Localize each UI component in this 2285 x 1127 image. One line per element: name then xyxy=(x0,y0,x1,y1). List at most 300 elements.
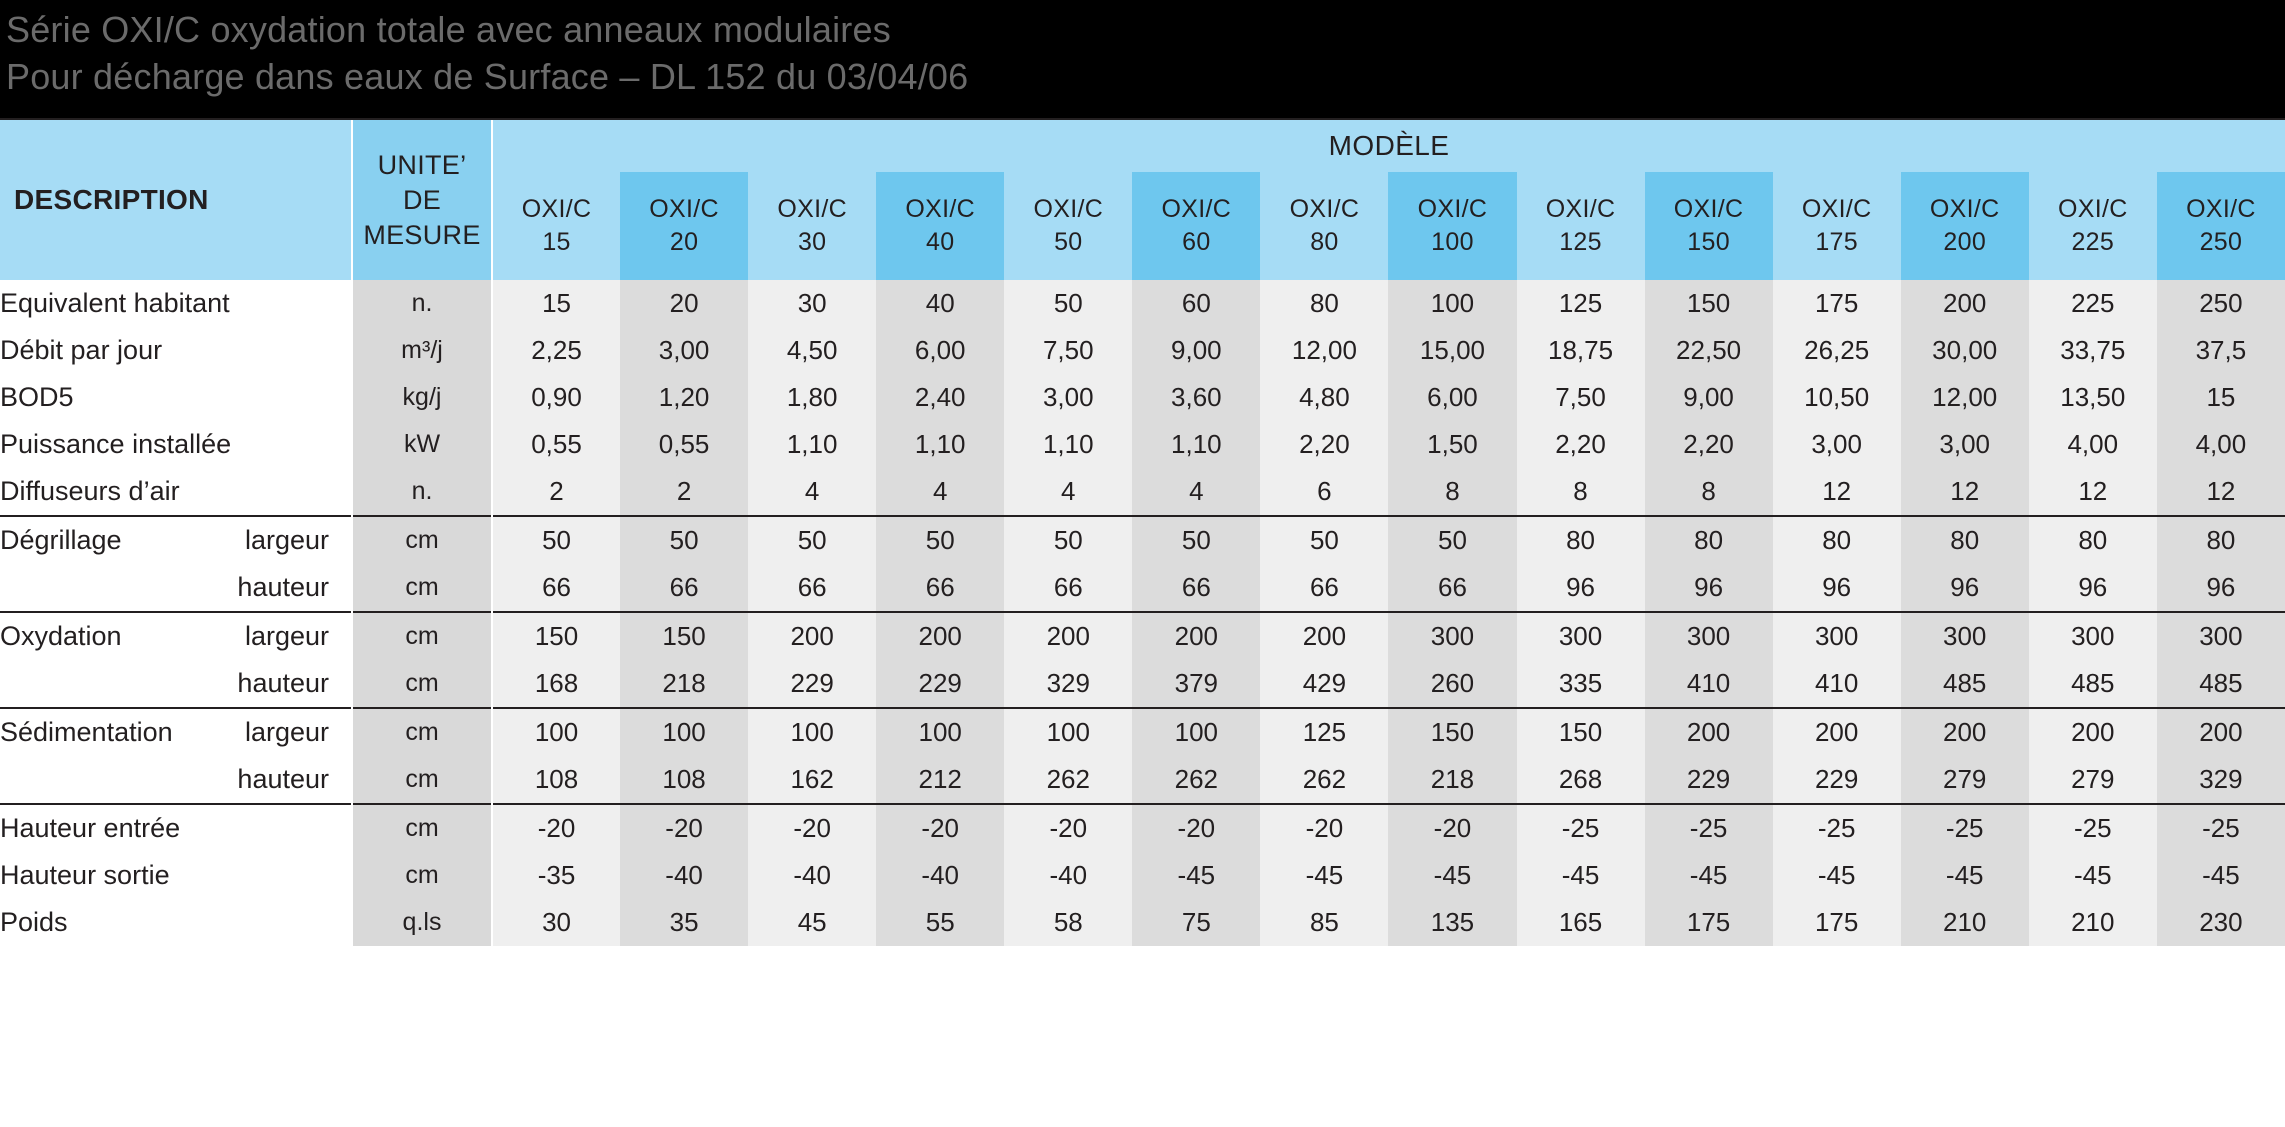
row-unit: cm xyxy=(352,852,492,899)
header-model-prefix: OXI/C xyxy=(1289,195,1360,223)
header-model-prefix: OXI/C xyxy=(1545,195,1616,223)
row-sublabel: hauteur xyxy=(237,764,329,794)
table-row xyxy=(0,421,2285,468)
row-unit: cm xyxy=(352,564,492,612)
header-model-number: 200 xyxy=(1943,228,1987,256)
row-label-cell xyxy=(0,516,352,564)
cell-250: 200 xyxy=(2157,708,2285,756)
row-unit: n. xyxy=(352,468,492,516)
header-unit-line3: MESURE xyxy=(363,219,481,250)
header-model-prefix: OXI/C xyxy=(2057,195,2128,223)
table-row xyxy=(0,468,2285,516)
cell-60: 100 xyxy=(1132,708,1260,756)
cell-150: 229 xyxy=(1645,756,1773,804)
cell-80: 85 xyxy=(1260,899,1388,946)
cell-15: 108 xyxy=(492,756,620,804)
table-row xyxy=(0,564,2285,612)
cell-125: -45 xyxy=(1517,852,1645,899)
header-model-30 xyxy=(748,172,876,280)
cell-30: 1,80 xyxy=(748,374,876,421)
header-model-prefix: OXI/C xyxy=(649,195,719,223)
cell-60: 200 xyxy=(1132,612,1260,660)
cell-20: 2 xyxy=(620,468,748,516)
cell-225: 96 xyxy=(2029,564,2157,612)
cell-100: 135 xyxy=(1388,899,1516,946)
cell-125: 150 xyxy=(1517,708,1645,756)
cell-15: 0,55 xyxy=(492,421,620,468)
row-label: Hauteur sortie xyxy=(0,860,170,890)
cell-150: -25 xyxy=(1645,804,1773,852)
cell-30: 4,50 xyxy=(748,327,876,374)
title-band xyxy=(0,0,2285,118)
cell-175: 12 xyxy=(1773,468,1901,516)
row-label-cell xyxy=(0,421,352,468)
row-unit: kg/j xyxy=(352,374,492,421)
header-description-label: DESCRIPTION xyxy=(0,184,351,216)
header-model-number: 175 xyxy=(1815,228,1858,256)
cell-175: 80 xyxy=(1773,516,1901,564)
spec-table xyxy=(0,120,2285,946)
header-model-number: 50 xyxy=(1054,228,1083,256)
row-sublabel: largeur xyxy=(244,621,329,651)
header-model-number: 30 xyxy=(797,228,827,256)
header-model-200 xyxy=(1901,172,2029,280)
cell-150: 2,20 xyxy=(1645,421,1773,468)
cell-40: 100 xyxy=(876,708,1004,756)
cell-125: 268 xyxy=(1517,756,1645,804)
table-row xyxy=(0,327,2285,374)
cell-30: 45 xyxy=(748,899,876,946)
cell-250: -25 xyxy=(2157,804,2285,852)
cell-40: 66 xyxy=(876,564,1004,612)
cell-150: 300 xyxy=(1645,612,1773,660)
cell-125: 165 xyxy=(1517,899,1645,946)
cell-100: 150 xyxy=(1388,708,1516,756)
cell-175: 3,00 xyxy=(1773,421,1901,468)
table-row xyxy=(0,708,2285,756)
cell-15: -35 xyxy=(492,852,620,899)
cell-150: 9,00 xyxy=(1645,374,1773,421)
cell-15: 0,90 xyxy=(492,374,620,421)
cell-150: 8 xyxy=(1645,468,1773,516)
title-line-2: Pour décharge dans eaux de Surface – DL 152 du 03/04/06 xyxy=(6,56,969,97)
cell-20: 0,55 xyxy=(620,421,748,468)
cell-15: -20 xyxy=(492,804,620,852)
cell-175: -45 xyxy=(1773,852,1901,899)
row-label-cell xyxy=(0,852,352,899)
row-unit: cm xyxy=(352,708,492,756)
cell-60: 4 xyxy=(1132,468,1260,516)
header-model-number: 150 xyxy=(1687,228,1730,256)
cell-200: 12 xyxy=(1901,468,2029,516)
cell-225: 13,50 xyxy=(2029,374,2157,421)
header-unit-line1: UNITE’ xyxy=(377,149,467,180)
table-row xyxy=(0,660,2285,708)
header-model-250 xyxy=(2157,172,2285,280)
cell-225: 485 xyxy=(2029,660,2157,708)
cell-125: 96 xyxy=(1517,564,1645,612)
cell-150: 410 xyxy=(1645,660,1773,708)
row-unit: kW xyxy=(352,421,492,468)
row-label-cell xyxy=(0,374,352,421)
cell-175: 10,50 xyxy=(1773,374,1901,421)
cell-250: 485 xyxy=(2157,660,2285,708)
cell-250: 96 xyxy=(2157,564,2285,612)
cell-50: 58 xyxy=(1004,899,1132,946)
cell-225: 4,00 xyxy=(2029,421,2157,468)
cell-60: 50 xyxy=(1132,516,1260,564)
cell-20: 150 xyxy=(620,612,748,660)
cell-175: 200 xyxy=(1773,708,1901,756)
row-label: Equivalent habitant xyxy=(0,288,230,318)
table-row xyxy=(0,804,2285,852)
cell-60: -20 xyxy=(1132,804,1260,852)
cell-150: 22,50 xyxy=(1645,327,1773,374)
cell-20: 218 xyxy=(620,660,748,708)
title-line-1: Série OXI/C oxydation totale avec anneaux modulaires xyxy=(6,9,891,50)
cell-80: 200 xyxy=(1260,612,1388,660)
cell-150: 200 xyxy=(1645,708,1773,756)
row-label-cell xyxy=(0,708,352,756)
cell-20: 108 xyxy=(620,756,748,804)
cell-100: 300 xyxy=(1388,612,1516,660)
cell-40: 2,40 xyxy=(876,374,1004,421)
header-model-prefix: OXI/C xyxy=(1033,195,1104,223)
cell-40: 1,10 xyxy=(876,421,1004,468)
cell-80: 262 xyxy=(1260,756,1388,804)
header-model-150 xyxy=(1645,172,1773,280)
cell-15: 15 xyxy=(492,280,620,327)
cell-15: 50 xyxy=(492,516,620,564)
cell-225: 200 xyxy=(2029,708,2157,756)
cell-200: 485 xyxy=(1901,660,2029,708)
header-model-number: 80 xyxy=(1310,228,1339,256)
row-label-cell xyxy=(0,468,352,516)
cell-50: 50 xyxy=(1004,280,1132,327)
cell-175: 26,25 xyxy=(1773,327,1901,374)
cell-60: 66 xyxy=(1132,564,1260,612)
cell-40: 212 xyxy=(876,756,1004,804)
header-unit-line2: DE xyxy=(402,184,442,215)
row-label: BOD5 xyxy=(0,382,74,412)
cell-250: 230 xyxy=(2157,899,2285,946)
cell-15: 168 xyxy=(492,660,620,708)
cell-200: 3,00 xyxy=(1901,421,2029,468)
row-unit: n. xyxy=(352,280,492,327)
cell-30: 1,10 xyxy=(748,421,876,468)
cell-20: 50 xyxy=(620,516,748,564)
header-model-125 xyxy=(1517,172,1645,280)
cell-200: -25 xyxy=(1901,804,2029,852)
cell-40: -20 xyxy=(876,804,1004,852)
cell-40: 6,00 xyxy=(876,327,1004,374)
cell-20: 20 xyxy=(620,280,748,327)
row-label-cell xyxy=(0,660,352,708)
row-label-cell xyxy=(0,564,352,612)
cell-30: -20 xyxy=(748,804,876,852)
row-label-cell xyxy=(0,804,352,852)
cell-30: 100 xyxy=(748,708,876,756)
cell-125: 300 xyxy=(1517,612,1645,660)
cell-30: 4 xyxy=(748,468,876,516)
cell-40: 55 xyxy=(876,899,1004,946)
row-label: Poids xyxy=(0,907,68,937)
cell-125: 2,20 xyxy=(1517,421,1645,468)
cell-50: 329 xyxy=(1004,660,1132,708)
cell-225: 279 xyxy=(2029,756,2157,804)
cell-225: 33,75 xyxy=(2029,327,2157,374)
cell-30: -40 xyxy=(748,852,876,899)
header-model-prefix: OXI/C xyxy=(521,195,592,223)
cell-100: -20 xyxy=(1388,804,1516,852)
header-model-number: 40 xyxy=(926,228,955,256)
cell-30: 229 xyxy=(748,660,876,708)
header-model-80 xyxy=(1260,172,1388,280)
header-model-prefix: OXI/C xyxy=(1673,195,1744,223)
cell-50: 1,10 xyxy=(1004,421,1132,468)
cell-175: 175 xyxy=(1773,899,1901,946)
table-row xyxy=(0,612,2285,660)
cell-250: 80 xyxy=(2157,516,2285,564)
header-model-number: 225 xyxy=(2071,228,2115,256)
cell-225: 300 xyxy=(2029,612,2157,660)
cell-30: 30 xyxy=(748,280,876,327)
cell-60: 1,10 xyxy=(1132,421,1260,468)
cell-225: 12 xyxy=(2029,468,2157,516)
header-model-prefix: OXI/C xyxy=(1161,195,1232,223)
cell-80: 429 xyxy=(1260,660,1388,708)
cell-175: 410 xyxy=(1773,660,1901,708)
header-model-prefix: OXI/C xyxy=(1929,195,2000,223)
table-row xyxy=(0,280,2285,327)
header-modele: MODÈLE xyxy=(492,120,2285,172)
row-sublabel: hauteur xyxy=(237,572,329,602)
row-label: Diffuseurs d’air xyxy=(0,476,180,506)
cell-80: 125 xyxy=(1260,708,1388,756)
cell-250: -45 xyxy=(2157,852,2285,899)
cell-100: 218 xyxy=(1388,756,1516,804)
header-model-15 xyxy=(492,172,620,280)
cell-50: 3,00 xyxy=(1004,374,1132,421)
row-unit: cm xyxy=(352,804,492,852)
header-model-100 xyxy=(1388,172,1516,280)
table-row xyxy=(0,374,2285,421)
cell-60: 262 xyxy=(1132,756,1260,804)
header-model-number: 15 xyxy=(542,228,571,256)
cell-175: 175 xyxy=(1773,280,1901,327)
table-row xyxy=(0,899,2285,946)
spec-table-wrapper xyxy=(0,118,2285,946)
cell-20: -40 xyxy=(620,852,748,899)
cell-15: 2 xyxy=(492,468,620,516)
cell-20: 35 xyxy=(620,899,748,946)
cell-125: 7,50 xyxy=(1517,374,1645,421)
cell-40: 229 xyxy=(876,660,1004,708)
cell-125: 8 xyxy=(1517,468,1645,516)
cell-50: -20 xyxy=(1004,804,1132,852)
cell-175: 229 xyxy=(1773,756,1901,804)
cell-200: 200 xyxy=(1901,280,2029,327)
cell-30: 66 xyxy=(748,564,876,612)
row-label: Oxydation xyxy=(0,621,122,651)
cell-150: 175 xyxy=(1645,899,1773,946)
row-label: Puissance installée xyxy=(0,429,232,459)
header-unit xyxy=(352,120,492,280)
cell-175: 300 xyxy=(1773,612,1901,660)
header-description xyxy=(0,120,352,280)
cell-150: 150 xyxy=(1645,280,1773,327)
cell-200: 210 xyxy=(1901,899,2029,946)
cell-50: -40 xyxy=(1004,852,1132,899)
cell-80: 4,80 xyxy=(1260,374,1388,421)
cell-40: 40 xyxy=(876,280,1004,327)
row-label-cell xyxy=(0,899,352,946)
cell-250: 37,5 xyxy=(2157,327,2285,374)
row-sublabel: largeur xyxy=(244,717,329,747)
cell-20: 100 xyxy=(620,708,748,756)
cell-100: 8 xyxy=(1388,468,1516,516)
cell-40: 200 xyxy=(876,612,1004,660)
cell-100: 100 xyxy=(1388,280,1516,327)
header-model-number: 250 xyxy=(2199,228,2243,256)
cell-100: 15,00 xyxy=(1388,327,1516,374)
header-model-40 xyxy=(876,172,1004,280)
cell-30: 200 xyxy=(748,612,876,660)
row-unit: cm xyxy=(352,612,492,660)
row-label: Débit par jour xyxy=(0,335,163,365)
header-model-prefix: OXI/C xyxy=(1801,195,1872,223)
cell-15: 2,25 xyxy=(492,327,620,374)
header-model-prefix: OXI/C xyxy=(905,195,975,223)
row-label: Hauteur entrée xyxy=(0,813,181,843)
cell-225: -25 xyxy=(2029,804,2157,852)
cell-60: 3,60 xyxy=(1132,374,1260,421)
cell-60: -45 xyxy=(1132,852,1260,899)
table-row xyxy=(0,516,2285,564)
header-model-number: 125 xyxy=(1559,228,1602,256)
cell-225: 80 xyxy=(2029,516,2157,564)
cell-175: -25 xyxy=(1773,804,1901,852)
cell-125: -25 xyxy=(1517,804,1645,852)
cell-80: 12,00 xyxy=(1260,327,1388,374)
cell-250: 12 xyxy=(2157,468,2285,516)
cell-60: 379 xyxy=(1132,660,1260,708)
cell-80: -20 xyxy=(1260,804,1388,852)
cell-100: 6,00 xyxy=(1388,374,1516,421)
header-model-50 xyxy=(1004,172,1132,280)
cell-200: 96 xyxy=(1901,564,2029,612)
cell-50: 7,50 xyxy=(1004,327,1132,374)
cell-200: 80 xyxy=(1901,516,2029,564)
cell-40: -40 xyxy=(876,852,1004,899)
cell-20: 3,00 xyxy=(620,327,748,374)
row-unit: cm xyxy=(352,756,492,804)
header-model-prefix: OXI/C xyxy=(2186,195,2256,223)
table-row xyxy=(0,756,2285,804)
cell-100: 260 xyxy=(1388,660,1516,708)
header-model-60 xyxy=(1132,172,1260,280)
cell-30: 162 xyxy=(748,756,876,804)
table-head xyxy=(0,120,2285,280)
cell-20: 1,20 xyxy=(620,374,748,421)
row-unit: q.ls xyxy=(352,899,492,946)
cell-100: 50 xyxy=(1388,516,1516,564)
header-model-175 xyxy=(1773,172,1901,280)
cell-50: 4 xyxy=(1004,468,1132,516)
row-label: Dégrillage xyxy=(0,525,122,555)
cell-80: 50 xyxy=(1260,516,1388,564)
row-unit: m³/j xyxy=(352,327,492,374)
cell-80: 66 xyxy=(1260,564,1388,612)
row-unit: cm xyxy=(352,660,492,708)
cell-60: 9,00 xyxy=(1132,327,1260,374)
cell-15: 30 xyxy=(492,899,620,946)
cell-50: 100 xyxy=(1004,708,1132,756)
cell-40: 50 xyxy=(876,516,1004,564)
cell-40: 4 xyxy=(876,468,1004,516)
header-model-20 xyxy=(620,172,748,280)
row-label-cell xyxy=(0,756,352,804)
cell-80: 80 xyxy=(1260,280,1388,327)
cell-15: 150 xyxy=(492,612,620,660)
cell-150: 80 xyxy=(1645,516,1773,564)
cell-20: 66 xyxy=(620,564,748,612)
cell-50: 200 xyxy=(1004,612,1132,660)
cell-80: -45 xyxy=(1260,852,1388,899)
cell-200: 300 xyxy=(1901,612,2029,660)
header-model-number: 20 xyxy=(669,228,699,256)
table-body xyxy=(0,280,2285,946)
cell-15: 100 xyxy=(492,708,620,756)
row-sublabel: largeur xyxy=(244,525,329,555)
cell-125: 18,75 xyxy=(1517,327,1645,374)
cell-175: 96 xyxy=(1773,564,1901,612)
header-model-225 xyxy=(2029,172,2157,280)
cell-200: 200 xyxy=(1901,708,2029,756)
header-model-prefix: OXI/C xyxy=(1417,195,1488,223)
header-row-modele xyxy=(0,120,2285,172)
row-unit: cm xyxy=(352,516,492,564)
cell-125: 335 xyxy=(1517,660,1645,708)
cell-250: 15 xyxy=(2157,374,2285,421)
cell-250: 250 xyxy=(2157,280,2285,327)
cell-200: 30,00 xyxy=(1901,327,2029,374)
header-model-prefix: OXI/C xyxy=(777,195,847,223)
table-row xyxy=(0,852,2285,899)
cell-100: 66 xyxy=(1388,564,1516,612)
cell-250: 300 xyxy=(2157,612,2285,660)
cell-50: 262 xyxy=(1004,756,1132,804)
cell-100: 1,50 xyxy=(1388,421,1516,468)
cell-250: 4,00 xyxy=(2157,421,2285,468)
cell-200: 279 xyxy=(1901,756,2029,804)
cell-60: 75 xyxy=(1132,899,1260,946)
row-label: Sédimentation xyxy=(0,717,173,747)
cell-125: 80 xyxy=(1517,516,1645,564)
row-label-cell xyxy=(0,280,352,327)
cell-200: 12,00 xyxy=(1901,374,2029,421)
cell-15: 66 xyxy=(492,564,620,612)
header-model-number: 100 xyxy=(1431,228,1474,256)
cell-100: -45 xyxy=(1388,852,1516,899)
cell-20: -20 xyxy=(620,804,748,852)
header-model-number: 60 xyxy=(1182,228,1211,256)
cell-50: 50 xyxy=(1004,516,1132,564)
cell-80: 6 xyxy=(1260,468,1388,516)
row-sublabel: hauteur xyxy=(237,668,329,698)
cell-225: -45 xyxy=(2029,852,2157,899)
row-label-cell xyxy=(0,327,352,374)
